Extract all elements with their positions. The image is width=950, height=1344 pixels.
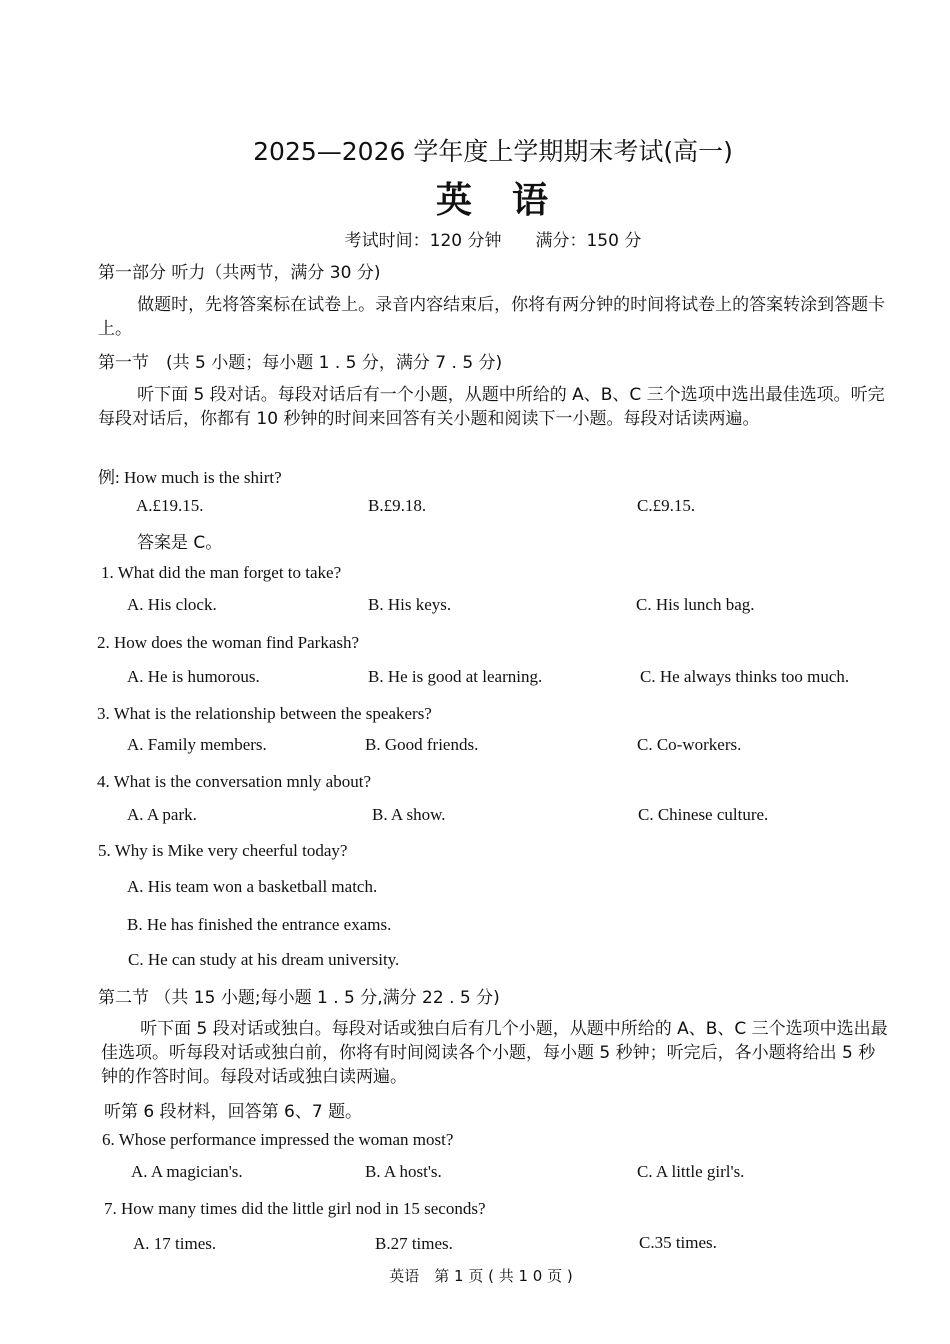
question-7: 7. How many times did the little girl nod in 15 seconds?: [104, 1199, 486, 1218]
example-option-c: C.£9.15.: [637, 496, 696, 515]
question-3-option-a: A. Family members.: [127, 735, 267, 754]
question-4-option-a: A. A park.: [127, 805, 197, 824]
part1-heading: 第一部分 听力（共两节，满分 30 分): [98, 263, 381, 283]
question-5-option-b: B. He has finished the entrance exams.: [127, 915, 392, 934]
exam-title: 2025—2026 学年度上学期期末考试(高一): [253, 137, 733, 166]
question-7-option-a: A. 17 times.: [133, 1234, 217, 1253]
question-2-option-b: B. He is good at learning.: [368, 667, 543, 686]
section2-instructions: 听下面 5 段对话或独白。每段对话或独白后有几个小题，从题中所给的 A、B、C 三个选项中选出最佳选项。听每段对话或独白前，你将有时间阅读各个小题，每小题 5 秒钟；听完后，各小题将给出 5 秒钟的作答时间。每段对话或独白读两遍。: [101, 1019, 888, 1087]
question-2: 2. How does the woman find Parkash?: [97, 633, 360, 652]
question-5-option-a: A. His team won a basketball match.: [127, 877, 378, 896]
question-3-option-b: B. Good friends.: [365, 735, 479, 754]
section1-heading: 第一节 (共 5 小题；每小题 1 . 5 分，满分 7 . 5 分): [98, 353, 503, 373]
question-4-option-b: B. A show.: [372, 805, 446, 824]
question-6: 6. Whose performance impressed the woman most?: [102, 1130, 454, 1149]
question-7-option-b: B.27 times.: [375, 1234, 453, 1253]
question-6-option-c: C. A little girl's.: [637, 1162, 745, 1181]
page-footer: 英语 第 1 页 ( 共 1 0 页 ): [389, 1267, 573, 1285]
question-7-option-c: C.35 times.: [639, 1233, 717, 1252]
example-question: 例: How much is the shirt?: [98, 468, 282, 487]
question-4-option-c: C. Chinese culture.: [638, 805, 769, 824]
question-3: 3. What is the relationship between the speakers?: [97, 704, 432, 723]
question-1-option-c: C. His lunch bag.: [636, 595, 755, 614]
question-2-option-a: A. He is humorous.: [127, 667, 260, 686]
question-1-option-b: B. His keys.: [368, 595, 452, 614]
question-5: 5. Why is Mike very cheerful today?: [98, 841, 348, 860]
question-3-option-c: C. Co-workers.: [637, 735, 742, 754]
question-2-option-c: C. He always thinks too much.: [640, 667, 850, 686]
question-6-option-a: A. A magician's.: [131, 1162, 243, 1181]
question-1-option-a: A. His clock.: [127, 595, 217, 614]
example-answer: 答案是 C。: [137, 533, 223, 553]
material-note: 听第 6 段材料，回答第 6、7 题。: [104, 1102, 363, 1122]
exam-info: 考试时间：120 分钟 满分：150 分: [344, 231, 642, 251]
section2-heading: 第二节 （共 15 小题;每小题 1 . 5 分,满分 22 . 5 分): [98, 988, 500, 1008]
example-option-a: A.£19.15.: [136, 496, 204, 515]
question-4: 4. What is the conversation mnly about?: [97, 772, 371, 791]
section1-instructions: 听下面 5 段对话。每段对话后有一个小题，从题中所给的 A、B、C 三个选项中选出最佳选项。听完每段对话后，你都有 10 秒钟的时间来回答有关小题和阅读下一小题。每段对话读两遍。: [98, 385, 885, 429]
subject-title: 英 语: [435, 180, 550, 221]
question-1: 1. What did the man forget to take?: [101, 563, 342, 582]
question-5-option-c: C. He can study at his dream university.: [128, 950, 400, 969]
example-option-b: B.£9.18.: [368, 496, 427, 515]
part1-intro: 做题时，先将答案标在试卷上。录音内容结束后，你将有两分钟的时间将试卷上的答案转涂到答题卡上。: [98, 295, 886, 339]
question-6-option-b: B. A host's.: [365, 1162, 442, 1181]
